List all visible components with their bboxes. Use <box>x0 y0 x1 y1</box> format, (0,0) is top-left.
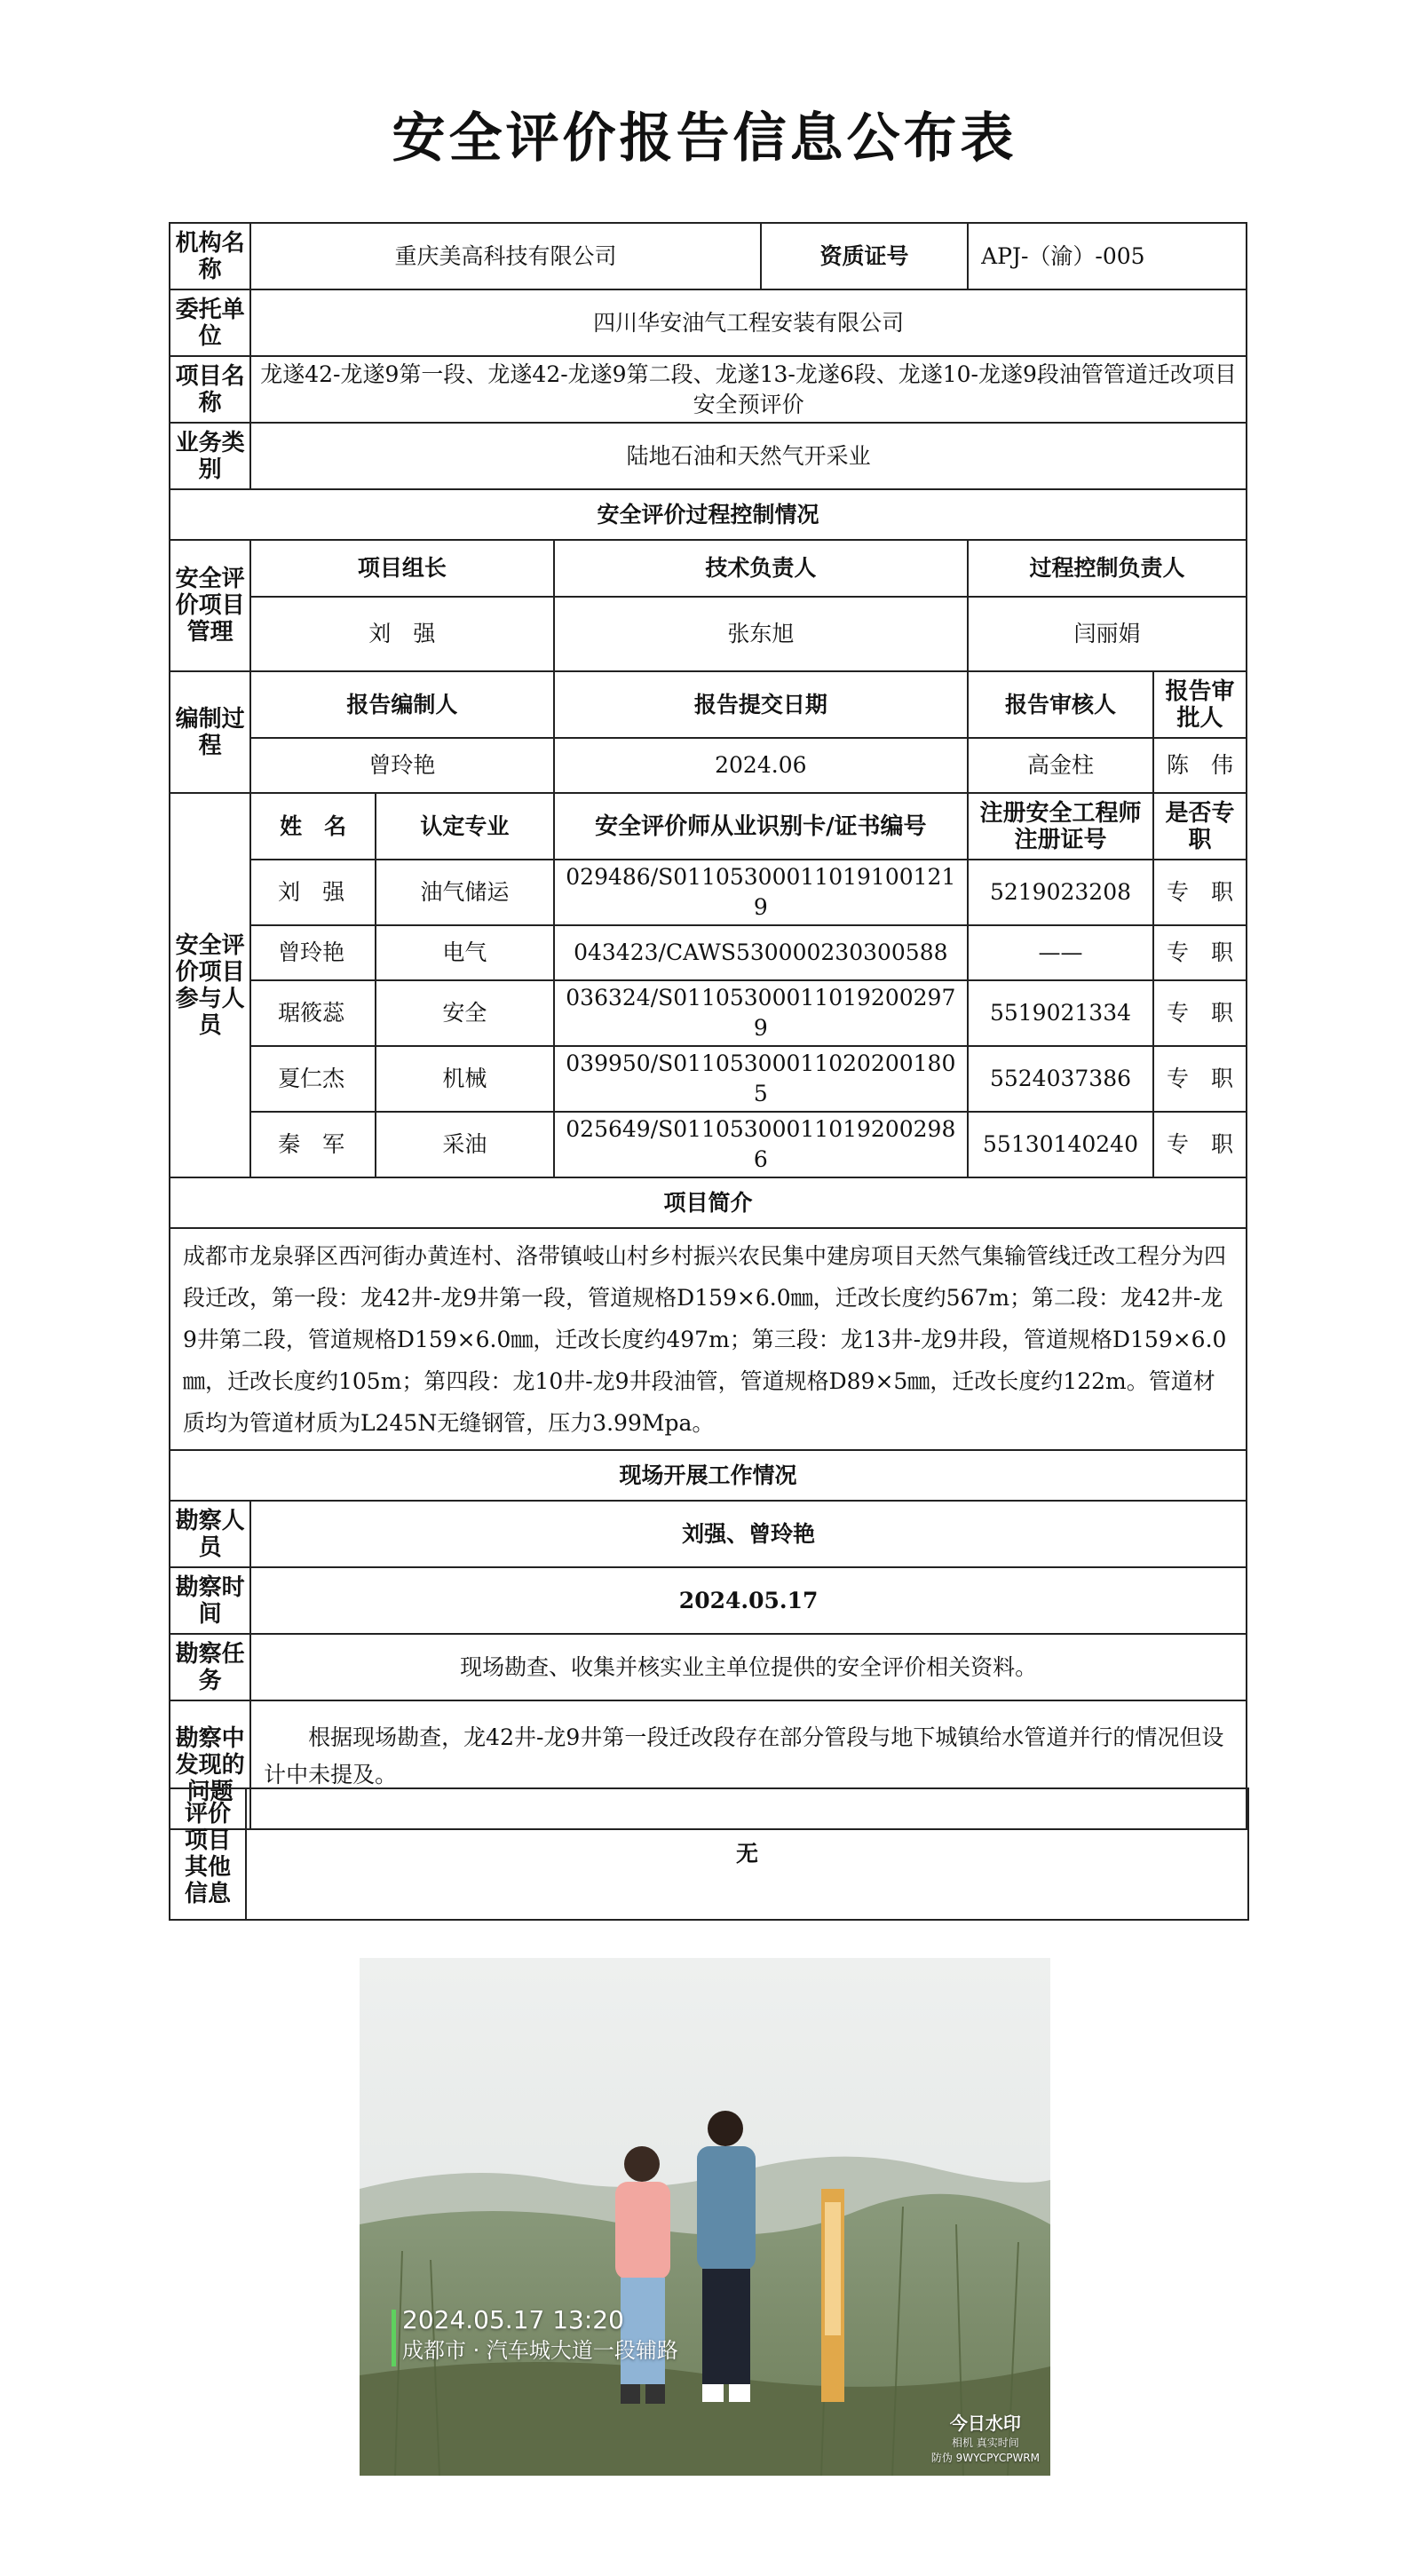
mgmt-header-tech: 技术负责人 <box>554 540 969 597</box>
compile-header-reviewer: 报告审核人 <box>968 671 1153 738</box>
participant-name: 刘 强 <box>250 860 376 925</box>
participant-card: 036324/S011053000110192002979 <box>554 980 969 1046</box>
participant-major: 机械 <box>376 1046 553 1112</box>
mgmt-label: 安全评价项目管理 <box>170 540 250 671</box>
participant-name: 曾玲艳 <box>250 925 376 980</box>
participant-card: 043423/CAWS530000230300588 <box>554 925 969 980</box>
participant-engineer: 5524037386 <box>968 1046 1153 1112</box>
participants-header-name: 姓 名 <box>250 793 376 860</box>
intro-text: 成都市龙泉驿区西河街办黄连村、洛带镇岐山村乡村振兴农民集中建房项目天然气集输管线迁改工程分为四段迁改，第一段：龙42井-龙9井第一段，管道规格D159×6.0㎜，迁改长度约567m；第二段：龙42井-龙9井第二段，管道规格D159×6.0㎜，迁改长度约497m；第三段：龙13井-龙9井段，管道规格D159×6.0㎜，迁改长度约105m；第四段：龙10井-龙9井段油管，管道规格D89×5㎜，迁改长度约122m。管道材质均为管道材质为L245N无缝钢管，压力3.99Mpa。 <box>170 1228 1247 1450</box>
other-value: 无 <box>246 1788 1248 1920</box>
field-value-issues: 根据现场勘查，龙42井-龙9井第一段迁改段存在部分管段与地下城镇给水管道并行的情况但设计中未提及。 <box>250 1700 1247 1829</box>
participants-header-fulltime: 是否专职 <box>1153 793 1247 860</box>
participant-name: 夏仁杰 <box>250 1046 376 1112</box>
participant-card: 039950/S011053000110202001805 <box>554 1046 969 1112</box>
org-value: 重庆美高科技有限公司 <box>250 223 761 289</box>
participant-fulltime: 专 职 <box>1153 925 1247 980</box>
field-label-people: 勘察人员 <box>170 1501 250 1567</box>
participant-major: 安全 <box>376 980 553 1046</box>
table-row <box>170 925 1247 980</box>
photo-timestamp-stamp <box>402 2304 678 2365</box>
site-photo <box>360 1958 1050 2476</box>
field-label-issues: 勘察中发现的问题 <box>170 1700 250 1829</box>
table-row <box>170 860 1247 925</box>
table-row <box>170 1112 1247 1177</box>
field-section-title: 现场开展工作情况 <box>170 1450 1247 1501</box>
mgmt-value-tech: 张东旭 <box>554 597 969 671</box>
business-value: 陆地石油和天然气开采业 <box>250 423 1247 489</box>
cert-value: APJ-（渝）-005 <box>968 223 1247 289</box>
business-label: 业务类别 <box>170 423 250 489</box>
compile-header-approver: 报告审批人 <box>1153 671 1247 738</box>
compile-value-approver: 陈 伟 <box>1153 738 1247 793</box>
participants-header-engineer: 注册安全工程师注册证号 <box>968 793 1153 860</box>
mgmt-value-control: 闫丽娟 <box>968 597 1247 671</box>
watermark-subtitle: 相机 真实时间 <box>951 2437 1019 2449</box>
photo-timestamp: 2024.05.17 13:20 <box>402 2305 624 2334</box>
watermark-app-name: 今日水印 <box>949 2413 1021 2434</box>
site-photo-image <box>360 1958 1050 2476</box>
participant-engineer: 55130140240 <box>968 1112 1153 1177</box>
compile-value-reviewer: 高金柱 <box>968 738 1153 793</box>
field-value-time: 2024.05.17 <box>250 1567 1247 1634</box>
mgmt-header-control: 过程控制负责人 <box>968 540 1247 597</box>
participant-name: 琚筱蕊 <box>250 980 376 1046</box>
other-info-table <box>169 1787 1249 1921</box>
field-label-time: 勘察时间 <box>170 1567 250 1634</box>
project-value: 龙遂42-龙遂9第一段、龙遂42-龙遂9第二段、龙遂13-龙遂6段、龙遂10-龙遂9段油管管道迁改项目安全预评价 <box>250 356 1247 423</box>
watermark-code: 防伪 9WYCPYCPWRM <box>930 2452 1040 2464</box>
field-label-task: 勘察任务 <box>170 1634 250 1700</box>
photo-location: 成都市 · 汽车城大道一段辅路 <box>402 2338 678 2363</box>
participant-card: 025649/S011053000110192002986 <box>554 1112 969 1177</box>
project-label: 项目名称 <box>170 356 250 423</box>
participants-header-card: 安全评价师从业识别卡/证书编号 <box>554 793 969 860</box>
compile-label: 编制过程 <box>170 671 250 793</box>
table-row <box>170 980 1247 1046</box>
client-value: 四川华安油气工程安装有限公司 <box>250 289 1247 356</box>
participant-name: 秦 军 <box>250 1112 376 1177</box>
participant-card: 029486/S011053000110191001219 <box>554 860 969 925</box>
process-section-title: 安全评价过程控制情况 <box>170 489 1247 540</box>
photo-watermark <box>931 2409 1040 2465</box>
participants-header-major: 认定专业 <box>376 793 553 860</box>
client-label: 委托单位 <box>170 289 250 356</box>
participant-major: 电气 <box>376 925 553 980</box>
field-value-people: 刘强、曾玲艳 <box>250 1501 1247 1567</box>
participant-fulltime: 专 职 <box>1153 860 1247 925</box>
participant-engineer: 5219023208 <box>968 860 1153 925</box>
page-title: 安全评价报告信息公布表 <box>392 107 1017 170</box>
cert-label: 资质证号 <box>761 223 968 289</box>
participant-major: 采油 <box>376 1112 553 1177</box>
compile-header-date: 报告提交日期 <box>554 671 969 738</box>
participant-engineer: —— <box>968 925 1153 980</box>
intro-section-title: 项目简介 <box>170 1177 1247 1228</box>
org-label: 机构名称 <box>170 223 250 289</box>
participant-engineer: 5519021334 <box>968 980 1153 1046</box>
compile-value-date: 2024.06 <box>554 738 969 793</box>
field-value-task: 现场勘查、收集并核实业主单位提供的安全评价相关资料。 <box>250 1634 1247 1700</box>
compile-header-author: 报告编制人 <box>250 671 553 738</box>
mgmt-value-leader: 刘 强 <box>250 597 553 671</box>
stamp-accent-bar <box>392 2310 396 2366</box>
participant-fulltime: 专 职 <box>1153 1046 1247 1112</box>
other-label: 评价项目其他信息 <box>170 1788 246 1920</box>
participants-label: 安全评价项目参与人员 <box>170 793 250 1177</box>
mgmt-header-leader: 项目组长 <box>250 540 553 597</box>
participant-fulltime: 专 职 <box>1153 1112 1247 1177</box>
compile-value-author: 曾玲艳 <box>250 738 553 793</box>
participant-fulltime: 专 职 <box>1153 980 1247 1046</box>
participant-major: 油气储运 <box>376 860 553 925</box>
info-table <box>169 222 1247 1830</box>
table-row <box>170 1046 1247 1112</box>
